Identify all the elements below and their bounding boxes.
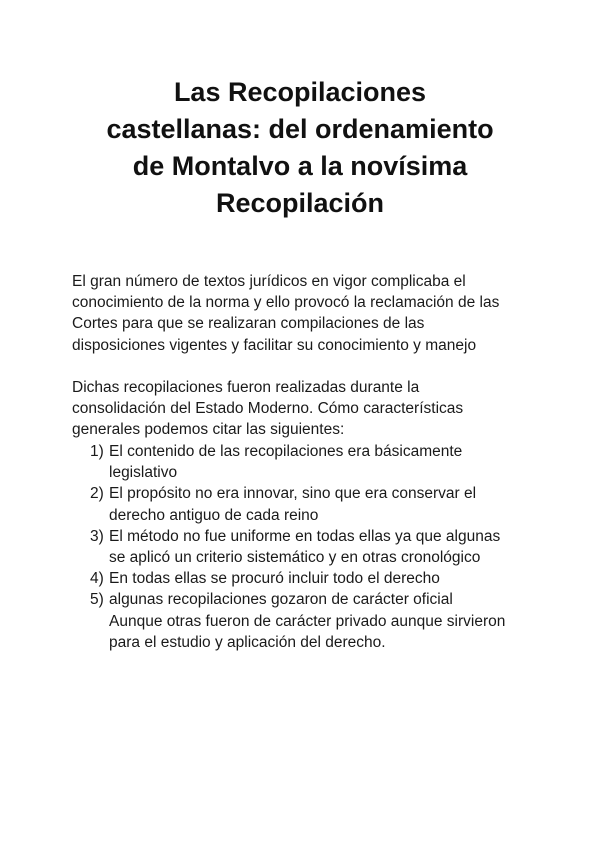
paragraph-line: Dichas recopilaciones fueron realizadas durante la — [72, 379, 420, 396]
paragraph-line: El gran número de textos jurídicos en vigor complicaba el — [72, 273, 466, 290]
paragraph-line: consolidación del Estado Moderno. Cómo características — [72, 400, 464, 418]
list-item-line: algunas recopilaciones gozaron de carácter oficial — [109, 591, 453, 609]
list-item-line: En todas ellas se procuró incluir todo el derecho — [109, 570, 440, 588]
paragraph-line: generales podemos citar las siguientes: — [72, 421, 345, 439]
characteristics-paragraph — [72, 377, 542, 441]
title-line: castellanas: del ordenamiento — [106, 114, 494, 144]
list-item-line: El contenido de las recopilaciones era básicamente — [109, 443, 463, 460]
list-item — [72, 568, 542, 589]
paragraph-line: disposiciones vigentes y facilitar su conocimiento y manejo — [72, 336, 477, 354]
list-item-number: 2) — [90, 485, 104, 503]
list-item-number: 5) — [90, 591, 104, 609]
list-item-line: El propósito no era innovar, sino que era conservar el — [109, 485, 477, 503]
list-item-line: legislativo — [109, 464, 178, 482]
list-item-line: se aplicó un criterio sistemático y en otras cronológico — [109, 549, 481, 567]
list-item — [72, 441, 542, 483]
list-item-number: 3) — [90, 527, 104, 545]
list-item-number: 1) — [90, 443, 104, 460]
list-item-line: derecho antiguo de cada reino — [109, 506, 319, 524]
paragraph-line: conocimiento de la norma y ello provocó la reclamación de las — [72, 294, 500, 312]
title-line: de Montalvo a la novísima — [132, 151, 468, 181]
paragraph-line: Cortes para que se realizaran compilaciones de las — [72, 315, 425, 333]
characteristics-list — [72, 441, 542, 653]
list-item — [72, 526, 542, 568]
title-line: Las Recopilaciones — [173, 77, 427, 107]
list-item-line: El método no fue uniforme en todas ellas ya que algunas — [109, 527, 501, 545]
title-line: Recopilación — [215, 188, 385, 218]
intro-paragraph — [72, 271, 542, 356]
list-item-number: 4) — [90, 570, 104, 588]
list-item-line: Aunque otras fueron de carácter privado aunque sirvieron — [109, 612, 506, 630]
list-item — [72, 483, 542, 525]
list-item — [72, 589, 542, 653]
list-item-line: para el estudio y aplicación del derecho. — [109, 633, 386, 651]
document-title — [60, 74, 540, 222]
